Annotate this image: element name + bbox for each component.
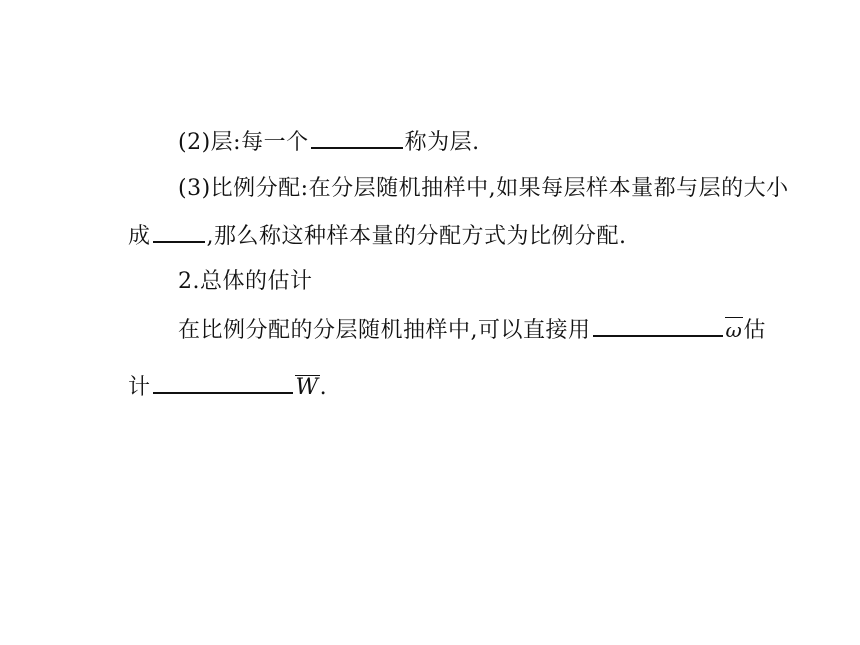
text: 2.总体的估计 <box>178 269 313 294</box>
text: 在比例分配的分层随机抽样中,可以直接用 <box>178 318 591 343</box>
omega-bar-symbol: ω <box>725 315 744 345</box>
text: 称为层. <box>404 130 480 155</box>
fill-blank[interactable] <box>311 127 403 149</box>
text-line-6 <box>128 372 327 403</box>
fill-blank[interactable] <box>593 315 723 337</box>
text: (3)比例分配:在分层随机抽样中,如果每层样本量都与层的大小 <box>178 176 789 201</box>
fill-blank[interactable] <box>153 372 293 394</box>
text: (2)层:每一个 <box>178 130 309 155</box>
text-line-2 <box>178 174 789 204</box>
text: . <box>319 375 328 400</box>
text-line-3 <box>128 221 627 252</box>
fill-blank[interactable] <box>153 221 205 243</box>
text-line-1 <box>178 127 480 158</box>
section-heading <box>178 267 313 297</box>
text: 成 <box>128 224 151 249</box>
text: 估 <box>743 318 766 343</box>
text: 计 <box>128 375 151 400</box>
text-line-5 <box>178 315 766 346</box>
w-bar-symbol: W <box>295 373 320 403</box>
text: ,那么称这种样本量的分配方式为比例分配. <box>206 224 627 249</box>
